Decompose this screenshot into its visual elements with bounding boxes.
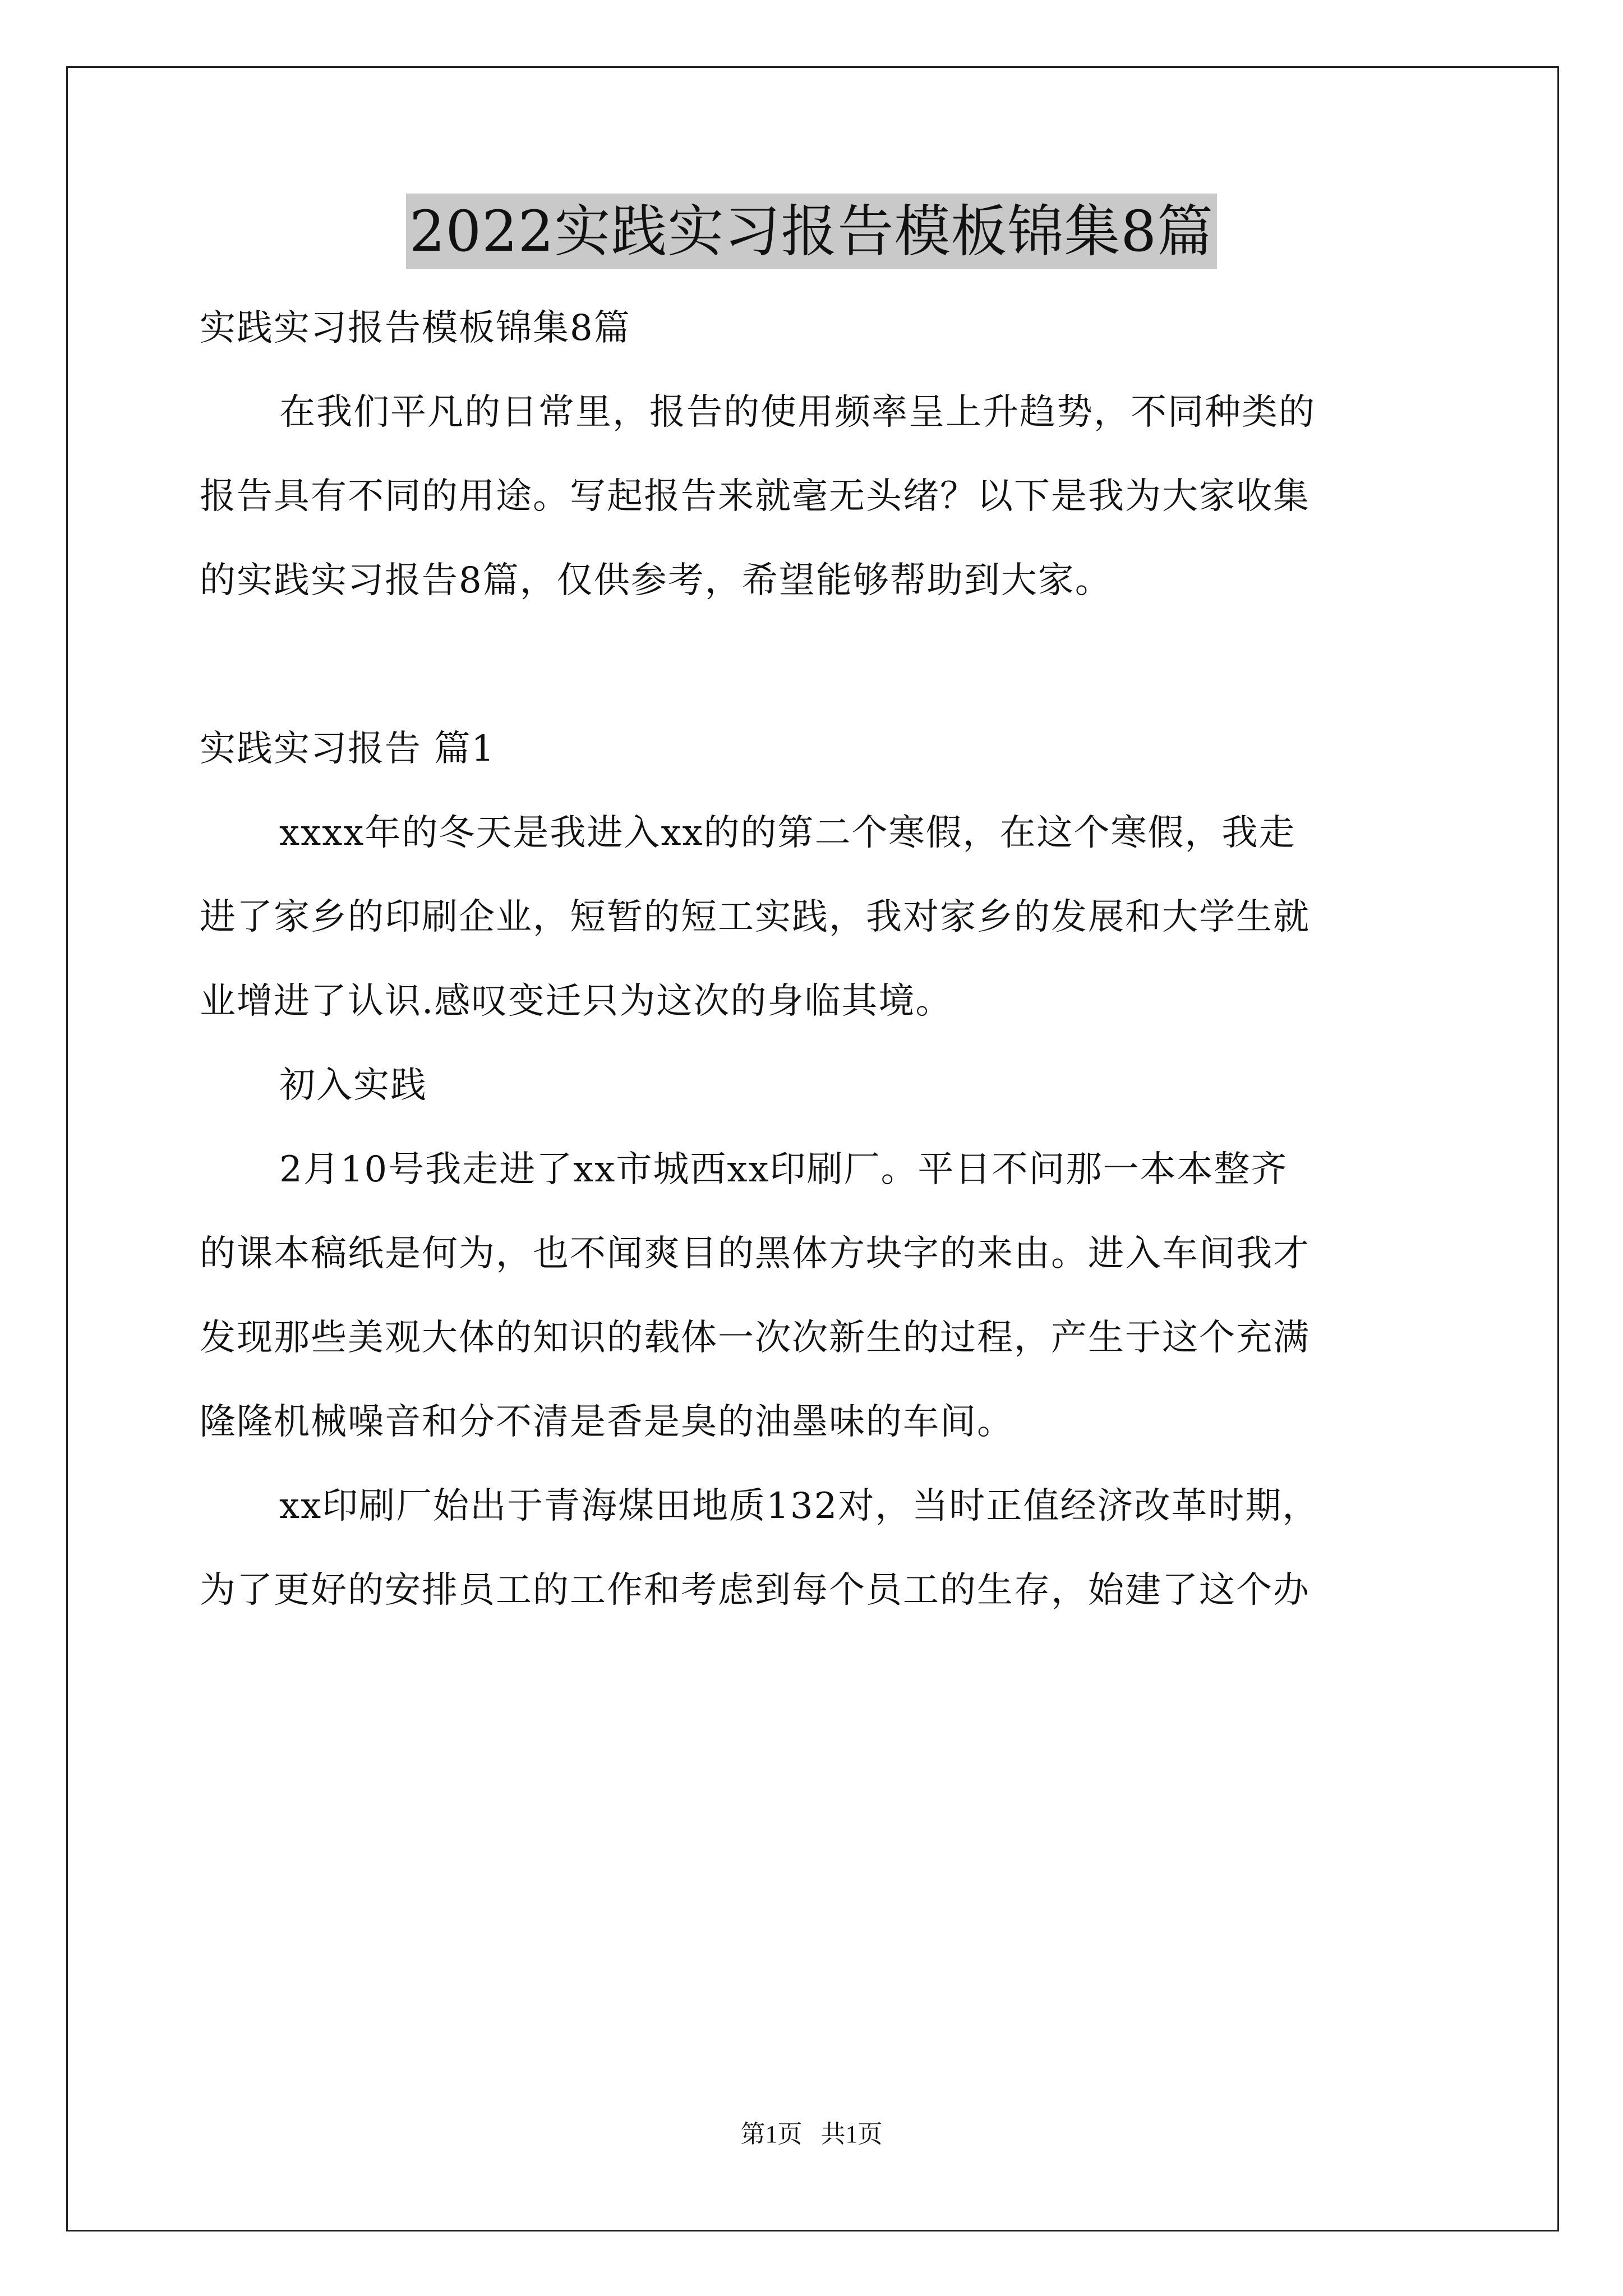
paragraph-line: xxxx年的冬天是我进入xx的的第二个寒假，在这个寒假，我走 (279, 812, 1296, 854)
paragraph-line: 为了更好的安排员工的工作和考虑到每个员工的生存，始建了这个办 (200, 1570, 1310, 1611)
intro-line: 的实践实习报告8篇，仅供参考，希望能够帮助到大家。 (200, 560, 1112, 601)
page-number-footer: 第1页 共1页 (740, 2120, 883, 2148)
title-container (0, 194, 1623, 269)
paragraph-line: 发现那些美观大体的知识的载体一次次新生的过程，产生于这个充满 (200, 1317, 1310, 1359)
subheading: 初入实践 (279, 1065, 427, 1106)
document-subtitle: 实践实习报告模板锦集8篇 (200, 307, 631, 349)
intro-line: 在我们平凡的日常里，报告的使用频率呈上升趋势，不同种类的 (279, 392, 1316, 433)
intro-line: 报告具有不同的用途。写起报告来就毫无头绪？以下是我为大家收集 (200, 476, 1310, 517)
paragraph-line: 进了家乡的印刷企业，短暂的短工实践，我对家乡的发展和大学生就 (200, 896, 1310, 938)
paragraph-line: 隆隆机械噪音和分不清是香是臭的油墨味的车间。 (200, 1401, 1014, 1443)
section-heading: 实践实习报告 篇1 (200, 728, 496, 770)
document-title: 2022实践实习报告模板锦集8篇 (406, 194, 1217, 269)
paragraph-line: 业增进了认识.感叹变迁只为这次的身临其境。 (200, 981, 953, 1022)
paragraph-line: 的课本稿纸是何为，也不闻爽目的黑体方块字的来由。进入车间我才 (200, 1233, 1310, 1274)
paragraph-line: 2月10号我走进了xx市城西xx印刷厂。平日不问那一本本整齐 (279, 1149, 1288, 1190)
paragraph-line: xx印刷厂始出于青海煤田地质132对，当时正值经济改革时期， (279, 1485, 1320, 1527)
